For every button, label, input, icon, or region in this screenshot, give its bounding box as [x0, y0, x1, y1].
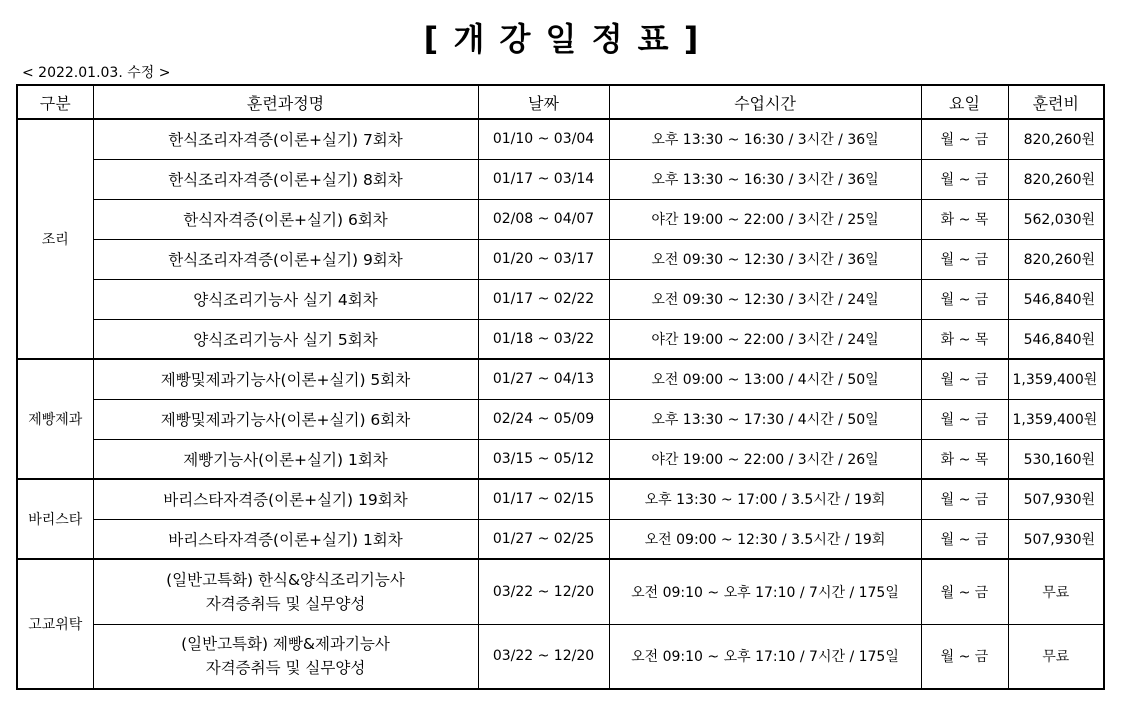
- course-time: 오전 09:10 ~ 오후 17:10 / 7시간 / 175일: [609, 624, 921, 689]
- course-days: 월 ~ 금: [921, 479, 1008, 519]
- course-time: 야간 19:00 ~ 22:00 / 3시간 / 24일: [609, 319, 921, 359]
- page-title: [ 개 강 일 정 표 ]: [423, 20, 701, 58]
- course-time: 오후 13:30 ~ 17:30 / 4시간 / 50일: [609, 399, 921, 439]
- header-course: 훈련과정명: [93, 85, 478, 119]
- course-date: 03/22 ~ 12/20: [478, 624, 609, 689]
- course-time: 오전 09:30 ~ 12:30 / 3시간 / 24일: [609, 279, 921, 319]
- course-fee: 820,260원: [1008, 239, 1104, 279]
- course-days: 월 ~ 금: [921, 119, 1008, 159]
- table-row: [17, 359, 1104, 399]
- course-days: 화 ~ 목: [921, 199, 1008, 239]
- course-days: 월 ~ 금: [921, 279, 1008, 319]
- table-row: [17, 159, 1104, 199]
- course-fee: 820,260원: [1008, 159, 1104, 199]
- course-time: 오전 09:10 ~ 오후 17:10 / 7시간 / 175일: [609, 559, 921, 624]
- category-cell: 조리: [17, 119, 93, 359]
- course-time: 오후 13:30 ~ 17:00 / 3.5시간 / 19회: [609, 479, 921, 519]
- course-date: 02/24 ~ 05/09: [478, 399, 609, 439]
- schedule-table: [16, 84, 1105, 690]
- course-name: 한식조리자격증(이론+실기) 8회차: [93, 159, 478, 199]
- table-row: [17, 239, 1104, 279]
- header-days: 요일: [921, 85, 1008, 119]
- course-name: 양식조리기능사 실기 4회차: [93, 279, 478, 319]
- course-date: 01/17 ~ 02/22: [478, 279, 609, 319]
- course-name: 바리스타자격증(이론+실기) 19회차: [93, 479, 478, 519]
- course-time: 오전 09:00 ~ 13:00 / 4시간 / 50일: [609, 359, 921, 399]
- table-row: [17, 119, 1104, 159]
- course-name: 바리스타자격증(이론+실기) 1회차: [93, 519, 478, 559]
- category-cell: 제빵제과: [17, 359, 93, 479]
- table-row: [17, 479, 1104, 519]
- course-fee: 1,359,400원: [1008, 399, 1104, 439]
- course-name: [93, 624, 478, 689]
- course-name-line1: (일반고특화) 제빵&제과기능사: [181, 635, 390, 654]
- course-days: 월 ~ 금: [921, 359, 1008, 399]
- course-time: 오전 09:30 ~ 12:30 / 3시간 / 36일: [609, 239, 921, 279]
- course-name: [93, 559, 478, 624]
- course-date: 01/27 ~ 02/25: [478, 519, 609, 559]
- table-row: [17, 439, 1104, 479]
- course-name: 양식조리기능사 실기 5회차: [93, 319, 478, 359]
- course-fee: 507,930원: [1008, 519, 1104, 559]
- course-name-line1: (일반고특화) 한식&양식조리기능사: [166, 570, 405, 589]
- course-time: 야간 19:00 ~ 22:00 / 3시간 / 25일: [609, 199, 921, 239]
- course-time: 오전 09:00 ~ 12:30 / 3.5시간 / 19회: [609, 519, 921, 559]
- course-name: 한식조리자격증(이론+실기) 7회차: [93, 119, 478, 159]
- course-fee: 530,160원: [1008, 439, 1104, 479]
- header-fee: 훈련비: [1008, 85, 1104, 119]
- course-days: 화 ~ 목: [921, 319, 1008, 359]
- course-date: 01/17 ~ 03/14: [478, 159, 609, 199]
- category-cell: 고교위탁: [17, 559, 93, 689]
- course-days: 월 ~ 금: [921, 399, 1008, 439]
- course-date: 01/18 ~ 03/22: [478, 319, 609, 359]
- course-date: 01/27 ~ 04/13: [478, 359, 609, 399]
- course-date: 01/17 ~ 02/15: [478, 479, 609, 519]
- table-row: [17, 624, 1104, 689]
- course-name-line2: 자격증취득 및 실무양성: [205, 659, 366, 678]
- course-fee: 820,260원: [1008, 119, 1104, 159]
- course-fee: 무료: [1008, 624, 1104, 689]
- course-fee: 무료: [1008, 559, 1104, 624]
- course-fee: 546,840원: [1008, 279, 1104, 319]
- table-row: [17, 199, 1104, 239]
- category-cell: 바리스타: [17, 479, 93, 559]
- course-fee: 546,840원: [1008, 319, 1104, 359]
- table-row: [17, 519, 1104, 559]
- course-fee: 562,030원: [1008, 199, 1104, 239]
- course-days: 월 ~ 금: [921, 519, 1008, 559]
- course-days: 월 ~ 금: [921, 159, 1008, 199]
- course-name: 제빵및제과기능사(이론+실기) 5회차: [93, 359, 478, 399]
- course-name-line2: 자격증취득 및 실무양성: [205, 594, 366, 613]
- revision-date: < 2022.01.03. 수정 >: [22, 65, 171, 81]
- course-date: 03/15 ~ 05/12: [478, 439, 609, 479]
- table-header-row: [17, 85, 1104, 119]
- course-days: 화 ~ 목: [921, 439, 1008, 479]
- course-name: 한식조리자격증(이론+실기) 9회차: [93, 239, 478, 279]
- header-time: 수업시간: [609, 85, 921, 119]
- course-date: 03/22 ~ 12/20: [478, 559, 609, 624]
- table-row: [17, 399, 1104, 439]
- course-name: 제빵기능사(이론+실기) 1회차: [93, 439, 478, 479]
- course-date: 01/20 ~ 03/17: [478, 239, 609, 279]
- table-row: [17, 559, 1104, 624]
- course-name: 한식자격증(이론+실기) 6회차: [93, 199, 478, 239]
- course-days: 월 ~ 금: [921, 559, 1008, 624]
- course-time: 오후 13:30 ~ 16:30 / 3시간 / 36일: [609, 159, 921, 199]
- course-name: 제빵및제과기능사(이론+실기) 6회차: [93, 399, 478, 439]
- course-date: 01/10 ~ 03/04: [478, 119, 609, 159]
- course-fee: 507,930원: [1008, 479, 1104, 519]
- course-time: 오후 13:30 ~ 16:30 / 3시간 / 36일: [609, 119, 921, 159]
- header-category: 구분: [17, 85, 93, 119]
- course-time: 야간 19:00 ~ 22:00 / 3시간 / 26일: [609, 439, 921, 479]
- course-days: 월 ~ 금: [921, 624, 1008, 689]
- course-fee: 1,359,400원: [1008, 359, 1104, 399]
- course-days: 월 ~ 금: [921, 239, 1008, 279]
- course-date: 02/08 ~ 04/07: [478, 199, 609, 239]
- table-row: [17, 319, 1104, 359]
- header-date: 날짜: [478, 85, 609, 119]
- table-row: [17, 279, 1104, 319]
